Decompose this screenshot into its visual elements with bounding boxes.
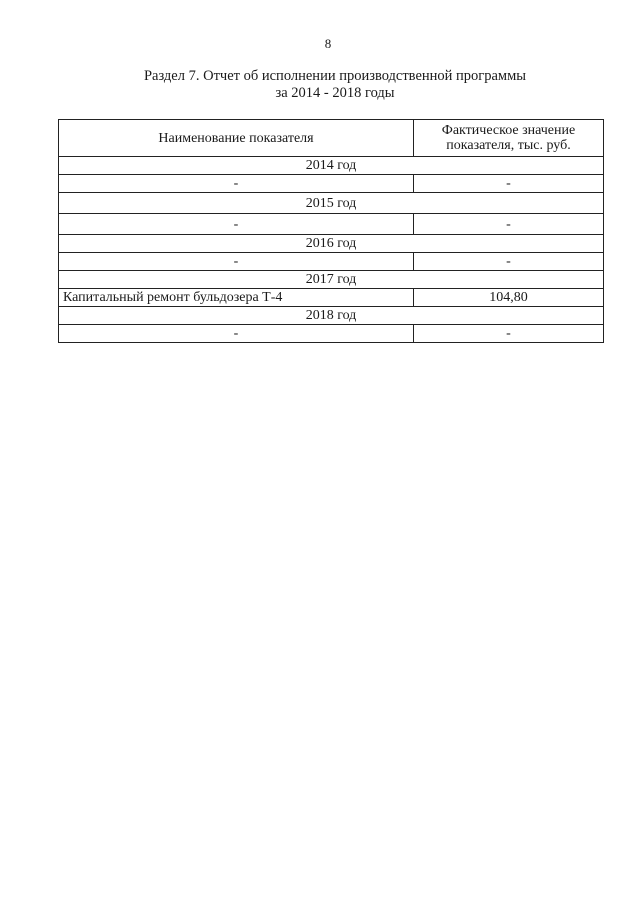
year-label: 2015 год (59, 193, 604, 214)
page-number: 8 (324, 36, 332, 51)
year-label: 2018 год (59, 307, 604, 325)
year-row-2017 (59, 271, 604, 289)
year-row-2018 (59, 307, 604, 325)
header-indicator-name: Наименование показателя (59, 120, 414, 157)
indicator-name-cell: - (59, 253, 414, 271)
year-row-2016 (59, 235, 604, 253)
title-line-1: Раздел 7. Отчет об исполнении производственной программы (143, 68, 527, 84)
year-row-2014 (59, 157, 604, 175)
table-row (59, 214, 604, 235)
year-label: 2014 год (59, 157, 604, 175)
year-row-2015 (59, 193, 604, 214)
header-actual-value-line-2: показателя, тыс. руб. (446, 138, 571, 153)
indicator-name-cell: - (59, 175, 414, 193)
year-label: 2016 год (59, 235, 604, 253)
indicator-value-cell: - (414, 175, 604, 193)
table-header-row (59, 120, 604, 157)
indicator-value-cell: - (414, 253, 604, 271)
report-table (58, 119, 604, 343)
section-title (0, 68, 640, 102)
indicator-name-cell: - (59, 214, 414, 235)
indicator-value-cell: - (414, 325, 604, 343)
indicator-name-cell: - (59, 325, 414, 343)
header-actual-value-line-1: Фактическое значение (441, 123, 576, 138)
indicator-name-cell: Капитальный ремонт бульдозера Т-4 (59, 289, 414, 307)
title-line-2: за 2014 - 2018 годы (275, 85, 395, 101)
year-label: 2017 год (59, 271, 604, 289)
table-row (59, 289, 604, 307)
header-actual-value (414, 120, 604, 157)
indicator-value-cell: - (414, 214, 604, 235)
table-row (59, 325, 604, 343)
table-row (59, 253, 604, 271)
indicator-value-cell: 104,80 (414, 289, 604, 307)
table-row (59, 175, 604, 193)
